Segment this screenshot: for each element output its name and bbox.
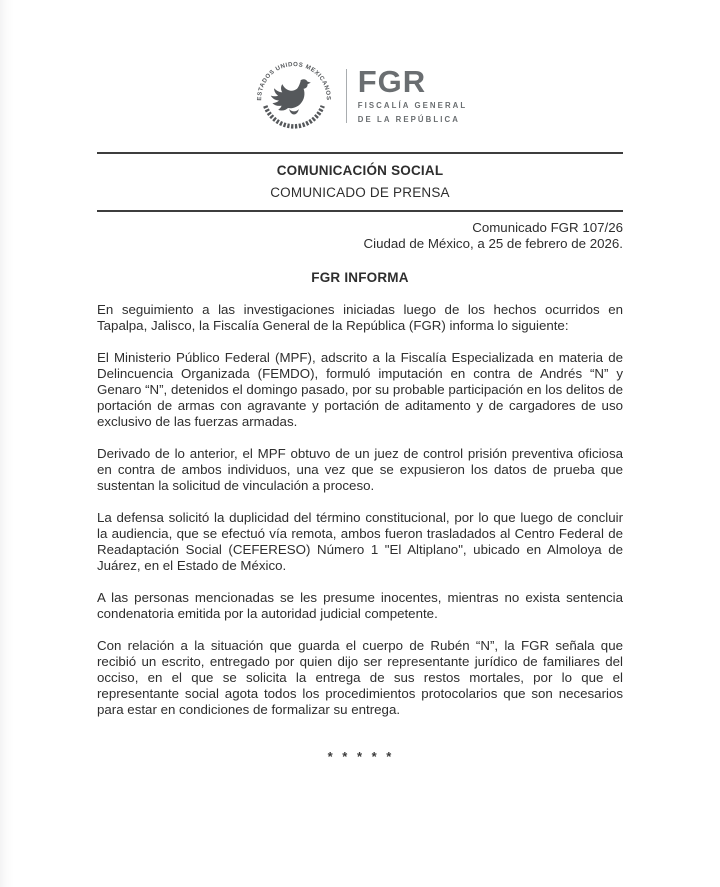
fgr-wordmark-acronym: FGR — [357, 64, 427, 99]
fgr-wordmark-line1: FISCALÍA GENERAL — [357, 101, 468, 110]
header-rule-bottom — [97, 210, 623, 212]
asterisk-separator: * * * * * — [327, 749, 393, 764]
fgr-logo — [97, 54, 623, 138]
body-paragraph-6: Con relación a la situación que guarda el cuerpo de Rubén “N”, la FGR señala que recibió un escrito, entregado por quien dijo ser representante jurídico de familiares del occiso, en el que se solicita la entrega de sus restos mortales, por lo que el representante social agota todos los procedimientos protocolarios que son necesarios para estar en condiciones de formalizar su entrega. — [97, 638, 623, 717]
fgr-wordmark-line2: DE LA REPÚBLICA — [357, 115, 460, 124]
comunicacion-social-heading: COMUNICACIÓN SOCIAL — [276, 163, 444, 178]
header-block — [97, 154, 623, 210]
body-paragraph-3: Derivado de lo anterior, el MPF obtuvo de un juez de control prisión preventiva oficiosa en contra de ambos individuos, una vez que se expusieron los datos de prueba que sustentan la solicitud de vinculación a proceso. — [97, 446, 623, 493]
seal-ring-text: ESTADOS UNIDOS MEXICANOS — [256, 61, 331, 101]
logo-divider — [346, 69, 347, 123]
comunicado-de-prensa-heading: COMUNICADO DE PRENSA — [270, 185, 450, 200]
mexico-national-seal-icon — [253, 55, 335, 137]
body-paragraph-2: El Ministerio Público Federal (MPF), adscrito a la Fiscalía Especializada en materia de Delincuencia Organizada (FEMDO), formuló imputación en contra de Andrés “N” y Genaro “N”, detenidos el domingo pasado, por su probable participación en los delitos de portación de armas con agravante y portación de aditamento y de cargadores de uso exclusivo de las fuerzas armadas. — [97, 350, 623, 429]
eagle-shape — [271, 79, 311, 114]
body-paragraph-1: En seguimiento a las investigaciones iniciadas luego de los hechos ocurridos en Tapalpa, Jalisco, la Fiscalía General de la República (FGR) informa lo siguiente: — [97, 302, 623, 333]
laurel-wreath-shape — [265, 106, 322, 127]
document-body — [97, 302, 623, 718]
fgr-wordmark — [357, 64, 468, 125]
fgr-informa-title: FGR INFORMA — [311, 270, 409, 285]
press-release-page — [97, 0, 623, 764]
body-paragraph-4: La defensa solicitó la duplicidad del término constitucional, por lo que luego de concluir la audiencia, que se efectuó vía remota, ambos fueron trasladados al Centro Federal de Readaptación Social (CEFERESO) Número 1 "El Altiplano", ubicado en Almoloya de Juárez, en el Estado de México. — [97, 510, 623, 573]
meta-block — [97, 220, 623, 252]
place-date: Ciudad de México, a 25 de febrero de 2026. — [363, 236, 623, 251]
comunicado-number: Comunicado FGR 107/26 — [472, 220, 623, 235]
body-paragraph-5: A las personas mencionadas se les presume inocentes, mientras no exista sentencia condenatoria emitida por la autoridad judicial competente. — [97, 590, 623, 621]
